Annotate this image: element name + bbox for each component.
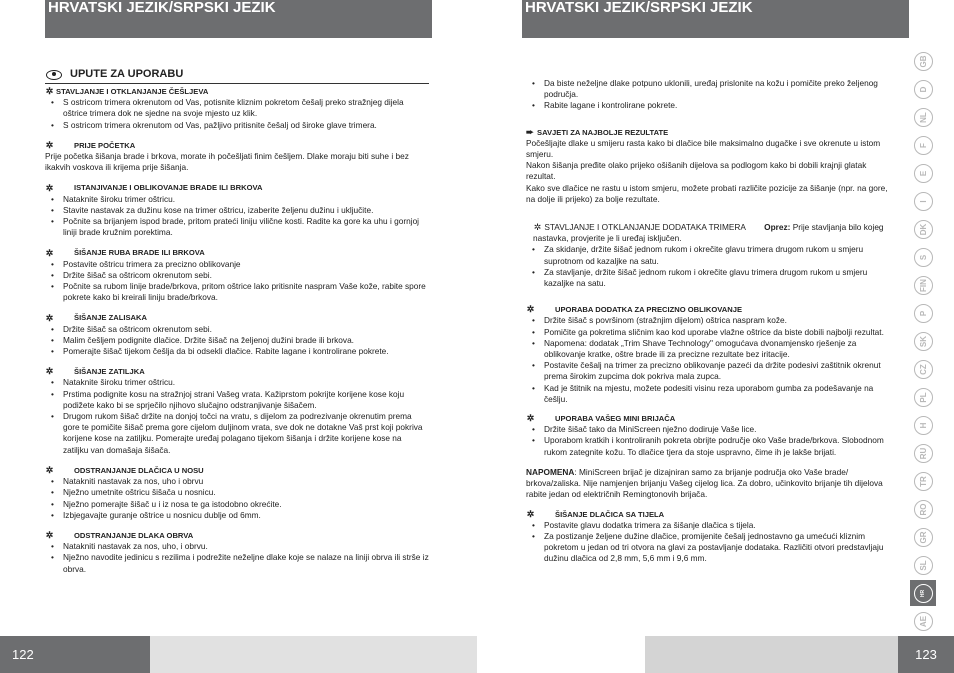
right-page-header: HRVATSKI JEZIK/SRPSKI JEZIK [522,0,909,38]
language-tab-p[interactable] [910,300,936,326]
mini-note [526,467,892,501]
language-tab-label: PL [914,388,933,407]
list-item: • Za postizanje željene dužine dlačice, promijenite češalj jednostavno ga umećući kliznim pokretom u jedan od tri otvora na glavi za postavljanje dodataka. Različiti otvori predstavljaju dužinu dlačica od 2,8 mm, 5,6 mm i 9,6 mm. [526,531,892,565]
gear-icon: ✲ [45,139,54,150]
tips-paragraph: Nakon šišanja pređite olako prijeko ošišanih dijelova sa podlogom kako bi dobili krajnji glatak rezultat. [526,160,867,182]
list-item: • Postavite oštricu trimera za precizno oblikovanje [45,259,429,270]
list-item: • Nataknite široku trimer oštricu. [45,194,429,205]
section-list [45,97,429,131]
list-item: • Nježno navodite jedinicu s rezilima i podrežite neželjne dlake koje se nalaze na liniji obrva ili strše iz obrva. [45,552,429,574]
section-heading-row [45,86,429,97]
section-heading: STAVLJANJE I OTKLANJANJE ČEŠLJEVA [56,87,209,96]
language-tab-label: GB [914,52,933,71]
section-heading: ISTANJIVANJE I OBLIKOVANJE BRADE ILI BRKOVA [74,183,263,193]
mini-note-text: : MiniScreen brijač je dizajniran samo za brijanje područja oko Vaše brade/ brkova/zaliska. Nije namjenjen brijanju Vašeg cijelog lica. Za dobro, učinkovito brijanje tih dijelova rabite jedan od električnih Remingtonovih brijača. [526,466,883,500]
section-heading: ODSTRANJANJE DLAČICA U NOSU [74,465,204,475]
gear-icon: ✲ [45,312,54,323]
left-page-number: 122 [0,636,150,673]
section-list [45,194,429,239]
attachments-note-label: Oprez: [764,222,791,233]
section-list [45,259,429,304]
language-tab-f[interactable] [910,132,936,158]
list-item: • Prstima podignite kosu na stražnjoj strani Vašeg vrata. Kažiprstom pokrijte korijene kose koju podižete kako bi se sprječilo njihovo slučajno odstranjivanje šišačem. [45,389,429,411]
language-tabs [910,48,943,636]
language-tab-sl[interactable] [910,552,936,578]
language-tab-label: SL [914,556,933,575]
language-tab-ae[interactable] [910,608,936,634]
language-tab-label: I [914,192,933,211]
gear-icon: ✲ [526,508,535,519]
section-heading-row [45,182,429,193]
eye-icon [46,70,62,80]
gear-icon: ✲ [45,182,54,193]
language-tab-nl[interactable] [910,104,936,130]
precision-list [526,315,892,405]
language-tab-d[interactable] [910,76,936,102]
list-item: • Držite šišač s površinom (stražnjim dijelom) oštrica naspram kože. [526,315,892,326]
attachments-note-text: Prije stavljanja bilo kojeg nastavka, provjerite je li uređaj isključen. [533,222,884,244]
list-item: • Postavite glavu dodatka trimera za šišanje dlačica s tijela. [526,520,892,531]
language-tab-label: D [914,80,933,99]
language-tab-label: HR SRB [914,584,933,603]
language-tab-tr[interactable] [910,468,936,494]
language-tab-label: NL [914,108,933,127]
tips-paragraph: Kako sve dlačice ne rastu u istom smjeru, možete probati različite pozicije za šišanje (npr. na gore, na dolje ili prijeko) za bolje rezultate. [526,182,888,204]
list-item: • Nježno umetnite oštricu šišača u nosnicu. [45,487,429,498]
list-item: • Za stavljanje, držite šišač jednom rukom i okrečite glavu trimera drugom rukom u smjeru kazaljke na satu. [526,267,892,289]
language-tab-label: AE [914,612,933,631]
language-tab-label: S [914,248,933,267]
language-tab-label: CZ [914,360,933,379]
section-paragraph: Prije početka šišanja brade i brkova, morate ih počešljati finim češljem. Dlake moraju biti suhe i bez ikakvih voskova ili krijema prije šišanja. [45,151,409,173]
left-content [45,68,429,575]
body-heading-row [526,509,892,520]
language-tab-cz[interactable] [910,356,936,382]
language-tab-label: SK [914,332,933,351]
body-heading: ŠIŠANJE DLAČICA SA TIJELA [555,509,665,519]
section-heading: PRIJE POČETKA [74,140,136,150]
list-item: • Držite šišač tako da MiniScreen nježno dodiruje Vaše lice. [526,424,892,435]
section-heading-row [45,140,429,151]
language-tab-label: F [914,136,933,155]
list-item: • S ostricom trimera okrenutom od Vas, pažljivo pritisnite češalj od široke glave trimera. [45,120,429,131]
list-item: • Napomena: dodatak „Trim Shave Technology" omogućava dvonamjensko rješenje za oblikovanje kratke, oštre brade ili za precizne rezultate bez iritacije. [526,338,892,360]
section-heading-row [45,465,429,476]
tips-paragraph: Počešljajte dlake u smijeru rasta kako bi dlačice bile maksimalno dugačke i sve okrenute u istom smjeru. [526,137,881,160]
language-tab-h[interactable] [910,412,936,438]
language-tab-i[interactable] [910,188,936,214]
instructions-title-row [45,68,429,84]
list-item: • Držite šišač sa oštricom okrenutom sebi. [45,270,429,281]
left-footer-strip [150,636,477,673]
left-sections [45,86,429,575]
language-tab-gb[interactable] [910,48,936,74]
tips-heading: SAVJETI ZA NAJBOLJE REZULTATE [537,127,669,137]
gear-icon: ✲ [45,366,54,377]
list-item: • Drugom rukom šišač držite na donjoj točci na vratu, s dijelom za podrezivanje okrenutim prema gore te pomičite šišač prema gore cijelom duljinom vrata, sve dok ne dotakne Vaš prst koji pokriva korijene kose na zatiljku. Pomerajte uređaj polagano tijekom šišanja i držite korijene kose na zatiljku van domašaja šišača. [45,411,429,456]
language-tab-sk[interactable] [910,328,936,354]
body-list [526,520,892,565]
section-heading-row [45,366,429,377]
language-tab-fin[interactable] [910,272,936,298]
language-tab-label: FIN [914,276,933,295]
list-item: • Počnite sa rubom linije brade/brkova, pritom oštrice lako pritisnite naspram Vaše kože, rabite spore pokrete kako bi kreirali liniju brade/brkova. [45,281,429,303]
right-page-number: 123 [898,636,954,673]
list-item: • Rabite lagane i kontrolirane pokrete. [526,100,892,111]
list-item: • S ostricom trimera okrenutom od Vas, potisnite kliznim pokretom češalj preko stražnjeg dijela oštrice trimera dok ne sjedne na svoje mjesto uz klik. [45,97,429,119]
gear-icon: ✲ [526,413,535,424]
list-item: • Uporabom kratkih i kontroliranih pokreta obrijte područje oko Vaše brade/brkova. Slobodnom rukom zategnite kožu. To dlačice tjera da stoje uspravno, čime ih je lakše brijati. [526,435,892,457]
section-heading: ODSTRANJANJE DLAKA OBRVA [74,530,194,540]
gear-icon: ✲ [45,530,54,540]
mini-heading: UPORABA VAŠEG MINI BRIJAČA [555,414,676,424]
attachments-list [526,244,892,289]
precision-heading-row [526,304,892,315]
tips-heading-row [526,127,892,138]
section-heading: ŠIŠANJE RUBA BRADE ILI BRKOVA [74,248,205,258]
list-item: • Nježno pomerajte šišač u i iz nosa te ga istodobno okrećite. [45,499,429,510]
language-tab-label: DK [914,220,933,239]
section-list [45,324,429,358]
precision-heading: UPORABA DODATKA ZA PRECIZNO OBLIKOVANJE [555,305,743,315]
section-list [45,541,429,575]
attachments-block [526,222,892,289]
section-list [45,476,429,521]
section-heading-row [45,247,429,258]
language-tab-ro[interactable] [910,496,936,522]
left-page-header: HRVATSKI JEZIK/SRPSKI JEZIK [45,0,432,38]
language-tab-label: H [914,416,933,435]
section-heading-row [45,530,429,541]
gear-icon: ✲ [533,222,542,233]
language-tab-label: GR [914,528,933,547]
list-item: • Natakniti nastavak za nos, uho, i obrvu. [45,541,429,552]
language-tab-ru[interactable] [910,440,936,466]
list-item: • Držite šišač sa oštricom okrenutom sebi. [45,324,429,335]
tips-paragraphs [526,138,892,205]
language-tab-hr-srb[interactable] [910,580,943,606]
mini-heading-row [526,413,892,424]
gear-icon: ✲ [45,247,54,258]
list-item: • Kad je štitnik na mjestu, možete podesiti visinu reza uporabom gumba za podešavanje na češlju. [526,383,892,405]
list-item: • Pomerajte šišač tijekom češlja da bi odsekli dlačice. Rabite lagane i kontrolirane pokrete. [45,346,429,357]
list-item: • Nataknite široku trimer oštricu. [45,377,429,388]
section-heading: ŠIŠANJE ZATILJKA [74,367,145,377]
attachments-heading: STAVLJANJE I OTKLANJANJE DODATAKA TRIMERA [544,222,746,233]
right-content [526,78,892,565]
language-tab-label: P [914,304,933,323]
list-item: • Za skidanje, držite šišač jednom rukom i okrečite glavu trimera drugom rukom u smjeru suprotnom od kazaljke na satu. [526,244,892,266]
language-tab-label: RU [914,444,933,463]
section-list [45,377,429,455]
list-item: • Da biste neželjne dlake potpuno uklonili, uređaj prislonite na kožu i pomičite preko željenog područja. [526,78,892,100]
language-tab-pl[interactable] [910,384,936,410]
intro-list [526,78,892,112]
section-heading: ŠIŠANJE ZALISAKA [74,313,147,323]
arrow-right-icon: ➨ [526,126,534,137]
gear-icon: ✲ [526,304,535,315]
language-tab-s[interactable] [910,244,936,270]
language-tab-label: E [914,164,933,183]
gear-icon: ✲ [45,86,54,97]
language-tab-e[interactable] [910,160,936,186]
mini-list [526,424,892,458]
section-heading-row [45,312,429,323]
list-item: • Izbjegavajte guranje oštrice u nosnicu dublje od 6mm. [45,510,429,521]
list-item: • Natakniti nastavak za nos, uho i obrvu [45,476,429,487]
list-item: • Postavite češalj na trimer za precizno oblikovanje pazeći da držite podesivi zaštitnik okrenut prema širokim zupcima dok pokriva mala zupca. [526,360,892,382]
language-tab-label: RO [914,500,933,519]
language-tab-label: TR [914,472,933,491]
list-item: • Stavite nastavak za dužinu kose na trimer oštricu, izaberite željenu dužinu i uključite. [45,205,429,216]
language-tab-dk[interactable] [910,216,936,242]
right-footer-strip [645,636,898,673]
gear-icon: ✲ [45,464,54,475]
list-item: • Počnite sa brijanjem ispod brade, pritom prateći liniju vilične kosti. Radite ka gore ka uhu i gornjoj liniji brade kružnim porektima. [45,216,429,238]
list-item: • Malim češljem podignite dlačice. Držite šišač na željenoj dužini brade ili brkova. [45,335,429,346]
list-item: • Pomičite ga pokretima sličnim kao kod uporabe vlažne oštrice da biste dobili najbolji rezultat. [526,327,892,338]
mini-note-label: NAPOMENA [526,466,575,477]
language-tab-gr[interactable] [910,524,936,550]
instructions-title: UPUTE ZA UPORABU [70,68,184,80]
